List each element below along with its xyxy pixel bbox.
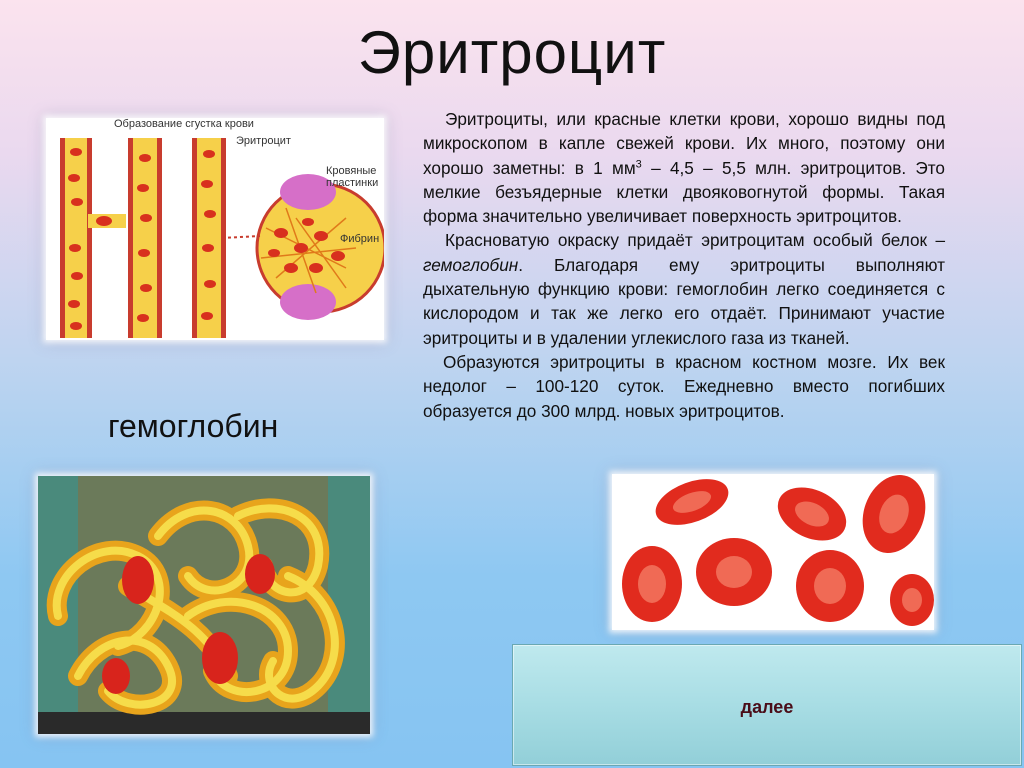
label-fibrin: Фибрин	[340, 233, 380, 245]
clot-formation-illustration	[46, 118, 384, 340]
label-erythrocyte: Эритроцит	[236, 135, 291, 147]
next-button[interactable]	[512, 644, 1022, 766]
body-text	[423, 107, 945, 423]
hemoglobin-term: гемоглобин	[423, 254, 519, 275]
paragraph-1: Эритроциты, или красные клетки крови, хорошо видны под микроскопом в капле свежей крови. Их много, поэтому они хорошо заметны: в 1 $мм^3 - 4,5 - 5,5$ млн. эритроцитов. Это мелкие безъядерные клетки двояковогнутой формы. Такая форма значительно увеличивает поверхность эритроцитов.	[423, 109, 945, 227]
next-button-label: далее	[740, 697, 794, 717]
hemoglobin-illustration	[38, 476, 370, 734]
slide-title: Эритроцит	[357, 19, 667, 86]
paragraph-3: Образуются эритроциты в красном костном мозге. Их век недолог – 100-120 суток. Ежедневно вместо погибших образуется до 300 млрд. новых эритроцитов.	[423, 351, 945, 421]
paragraph-2: Красноватую окраску придаёт эритроцитам особый белок – гемоглобин. Благодаря ему эритроциты выполняют дыхательную функцию крови: гемоглобин легко соединяется с кислородом и так же легко его отдаёт. Принимают участие эритроциты и в удалении углекислого газа из тканей.	[423, 230, 945, 348]
erythrocytes-illustration	[612, 474, 934, 630]
clot-heading: Образование сгустка крови	[114, 118, 254, 130]
label-platelets-2: пластинки	[326, 177, 379, 189]
hemoglobin-label: гемоглобин	[108, 408, 279, 444]
label-platelets-1: Кровяные	[326, 165, 377, 177]
